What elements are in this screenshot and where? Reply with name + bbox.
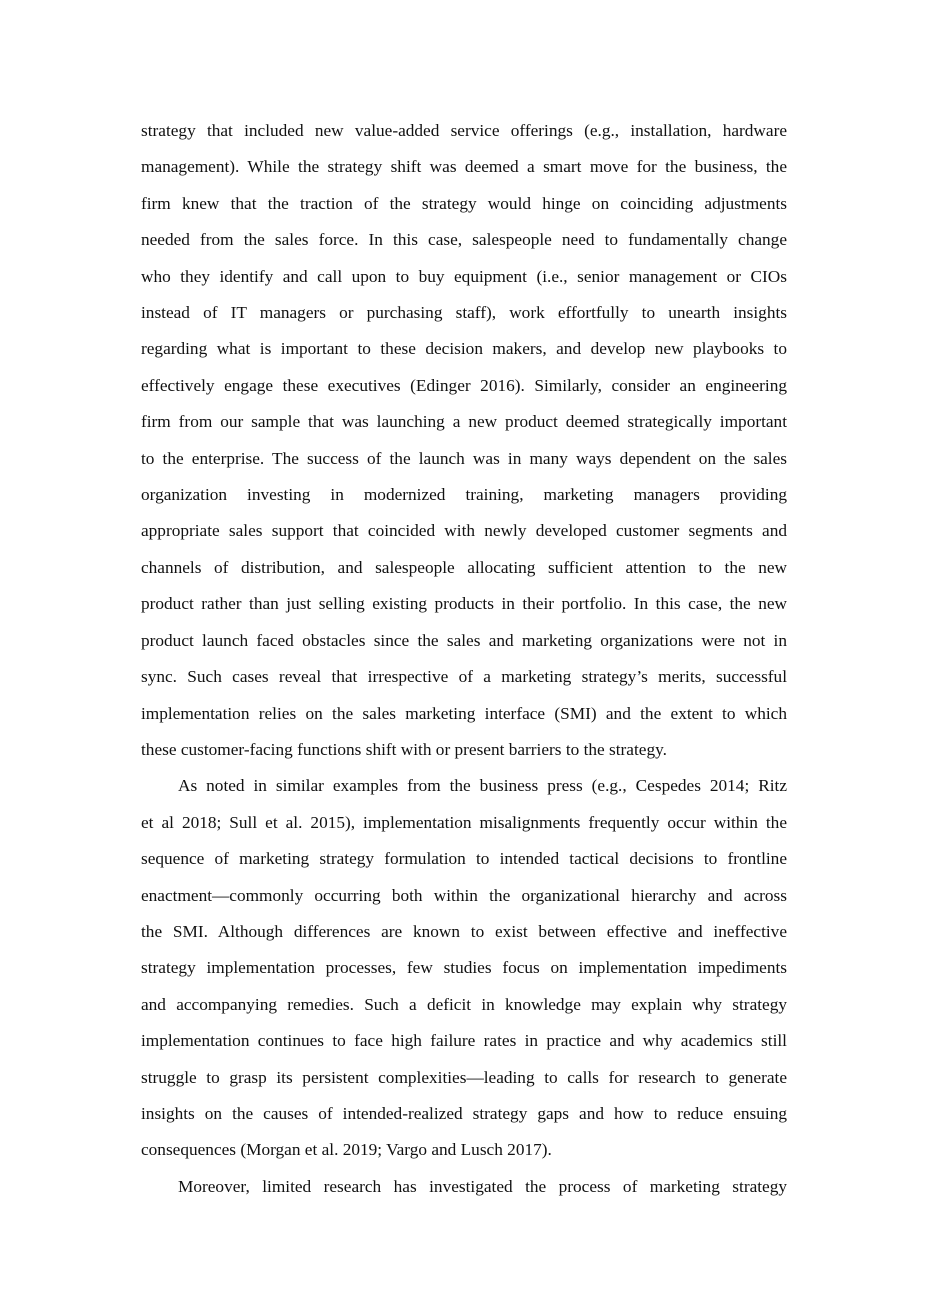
text-line: struggle to grasp its persistent complexities—leading to calls for research to generate (141, 1067, 787, 1087)
text-line: sequence of marketing strategy formulation to intended tactical decisions to frontline (141, 849, 787, 869)
text-line: sync. Such cases reveal that irrespective of a marketing strategy’s merits, successful (141, 667, 787, 687)
text-line: enactment—commonly occurring both within the organizational hierarchy and across (141, 885, 787, 905)
text-line: implementation relies on the sales marketing interface (SMI) and the extent to which (141, 703, 787, 723)
paragraph-3 (141, 1169, 787, 1205)
text-line: et al 2018; Sull et al. 2015), implementation misalignments frequently occur within the (141, 812, 787, 832)
text-line: the SMI. Although differences are known to exist between effective and ineffective (141, 921, 787, 941)
text-line: product launch faced obstacles since the sales and marketing organizations were not in (141, 630, 787, 650)
text-line: channels of distribution, and salespeople allocating sufficient attention to the new (141, 557, 787, 577)
paragraph-2 (141, 768, 787, 1168)
text-line: As noted in similar examples from the business press (e.g., Cespedes 2014; Ritz (178, 776, 787, 796)
text-line: who they identify and call upon to buy equipment (i.e., senior management or CIOs (141, 266, 787, 286)
text-line: management). While the strategy shift was deemed a smart move for the business, the (141, 157, 787, 177)
text-line: organization investing in modernized training, marketing managers providing (141, 485, 787, 505)
text-line: regarding what is important to these decision makers, and develop new playbooks to (141, 339, 787, 359)
text-line: these customer-facing functions shift with or present barriers to the strategy. (141, 739, 667, 759)
text-line: instead of IT managers or purchasing staff), work effortfully to unearth insights (141, 303, 787, 323)
body-text (141, 113, 787, 1205)
paragraph-1 (141, 113, 787, 768)
text-line: to the enterprise. The success of the launch was in many ways dependent on the sales (141, 448, 787, 468)
text-line: product rather than just selling existing products in their portfolio. In this case, the new (141, 594, 787, 614)
text-line: implementation continues to face high failure rates in practice and why academics still (141, 1031, 787, 1051)
text-line: firm from our sample that was launching a new product deemed strategically important (141, 412, 787, 432)
text-line: Moreover, limited research has investigated the process of marketing strategy (178, 1176, 787, 1196)
text-line: insights on the causes of intended-realized strategy gaps and how to reduce ensuing (141, 1103, 787, 1123)
text-line: strategy implementation processes, few studies focus on implementation impediments (141, 958, 787, 978)
text-line: effectively engage these executives (Edinger 2016). Similarly, consider an engineering (141, 375, 787, 395)
text-line: consequences (Morgan et al. 2019; Vargo and Lusch 2017). (141, 1140, 552, 1160)
text-line: needed from the sales force. In this case, salespeople need to fundamentally change (141, 230, 787, 250)
text-line: and accompanying remedies. Such a deficit in knowledge may explain why strategy (141, 994, 787, 1014)
text-line: firm knew that the traction of the strategy would hinge on coinciding adjustments (141, 193, 787, 213)
text-line: strategy that included new value-added service offerings (e.g., installation, hardware (141, 121, 787, 140)
text-line: appropriate sales support that coincided with newly developed customer segments and (141, 521, 787, 541)
